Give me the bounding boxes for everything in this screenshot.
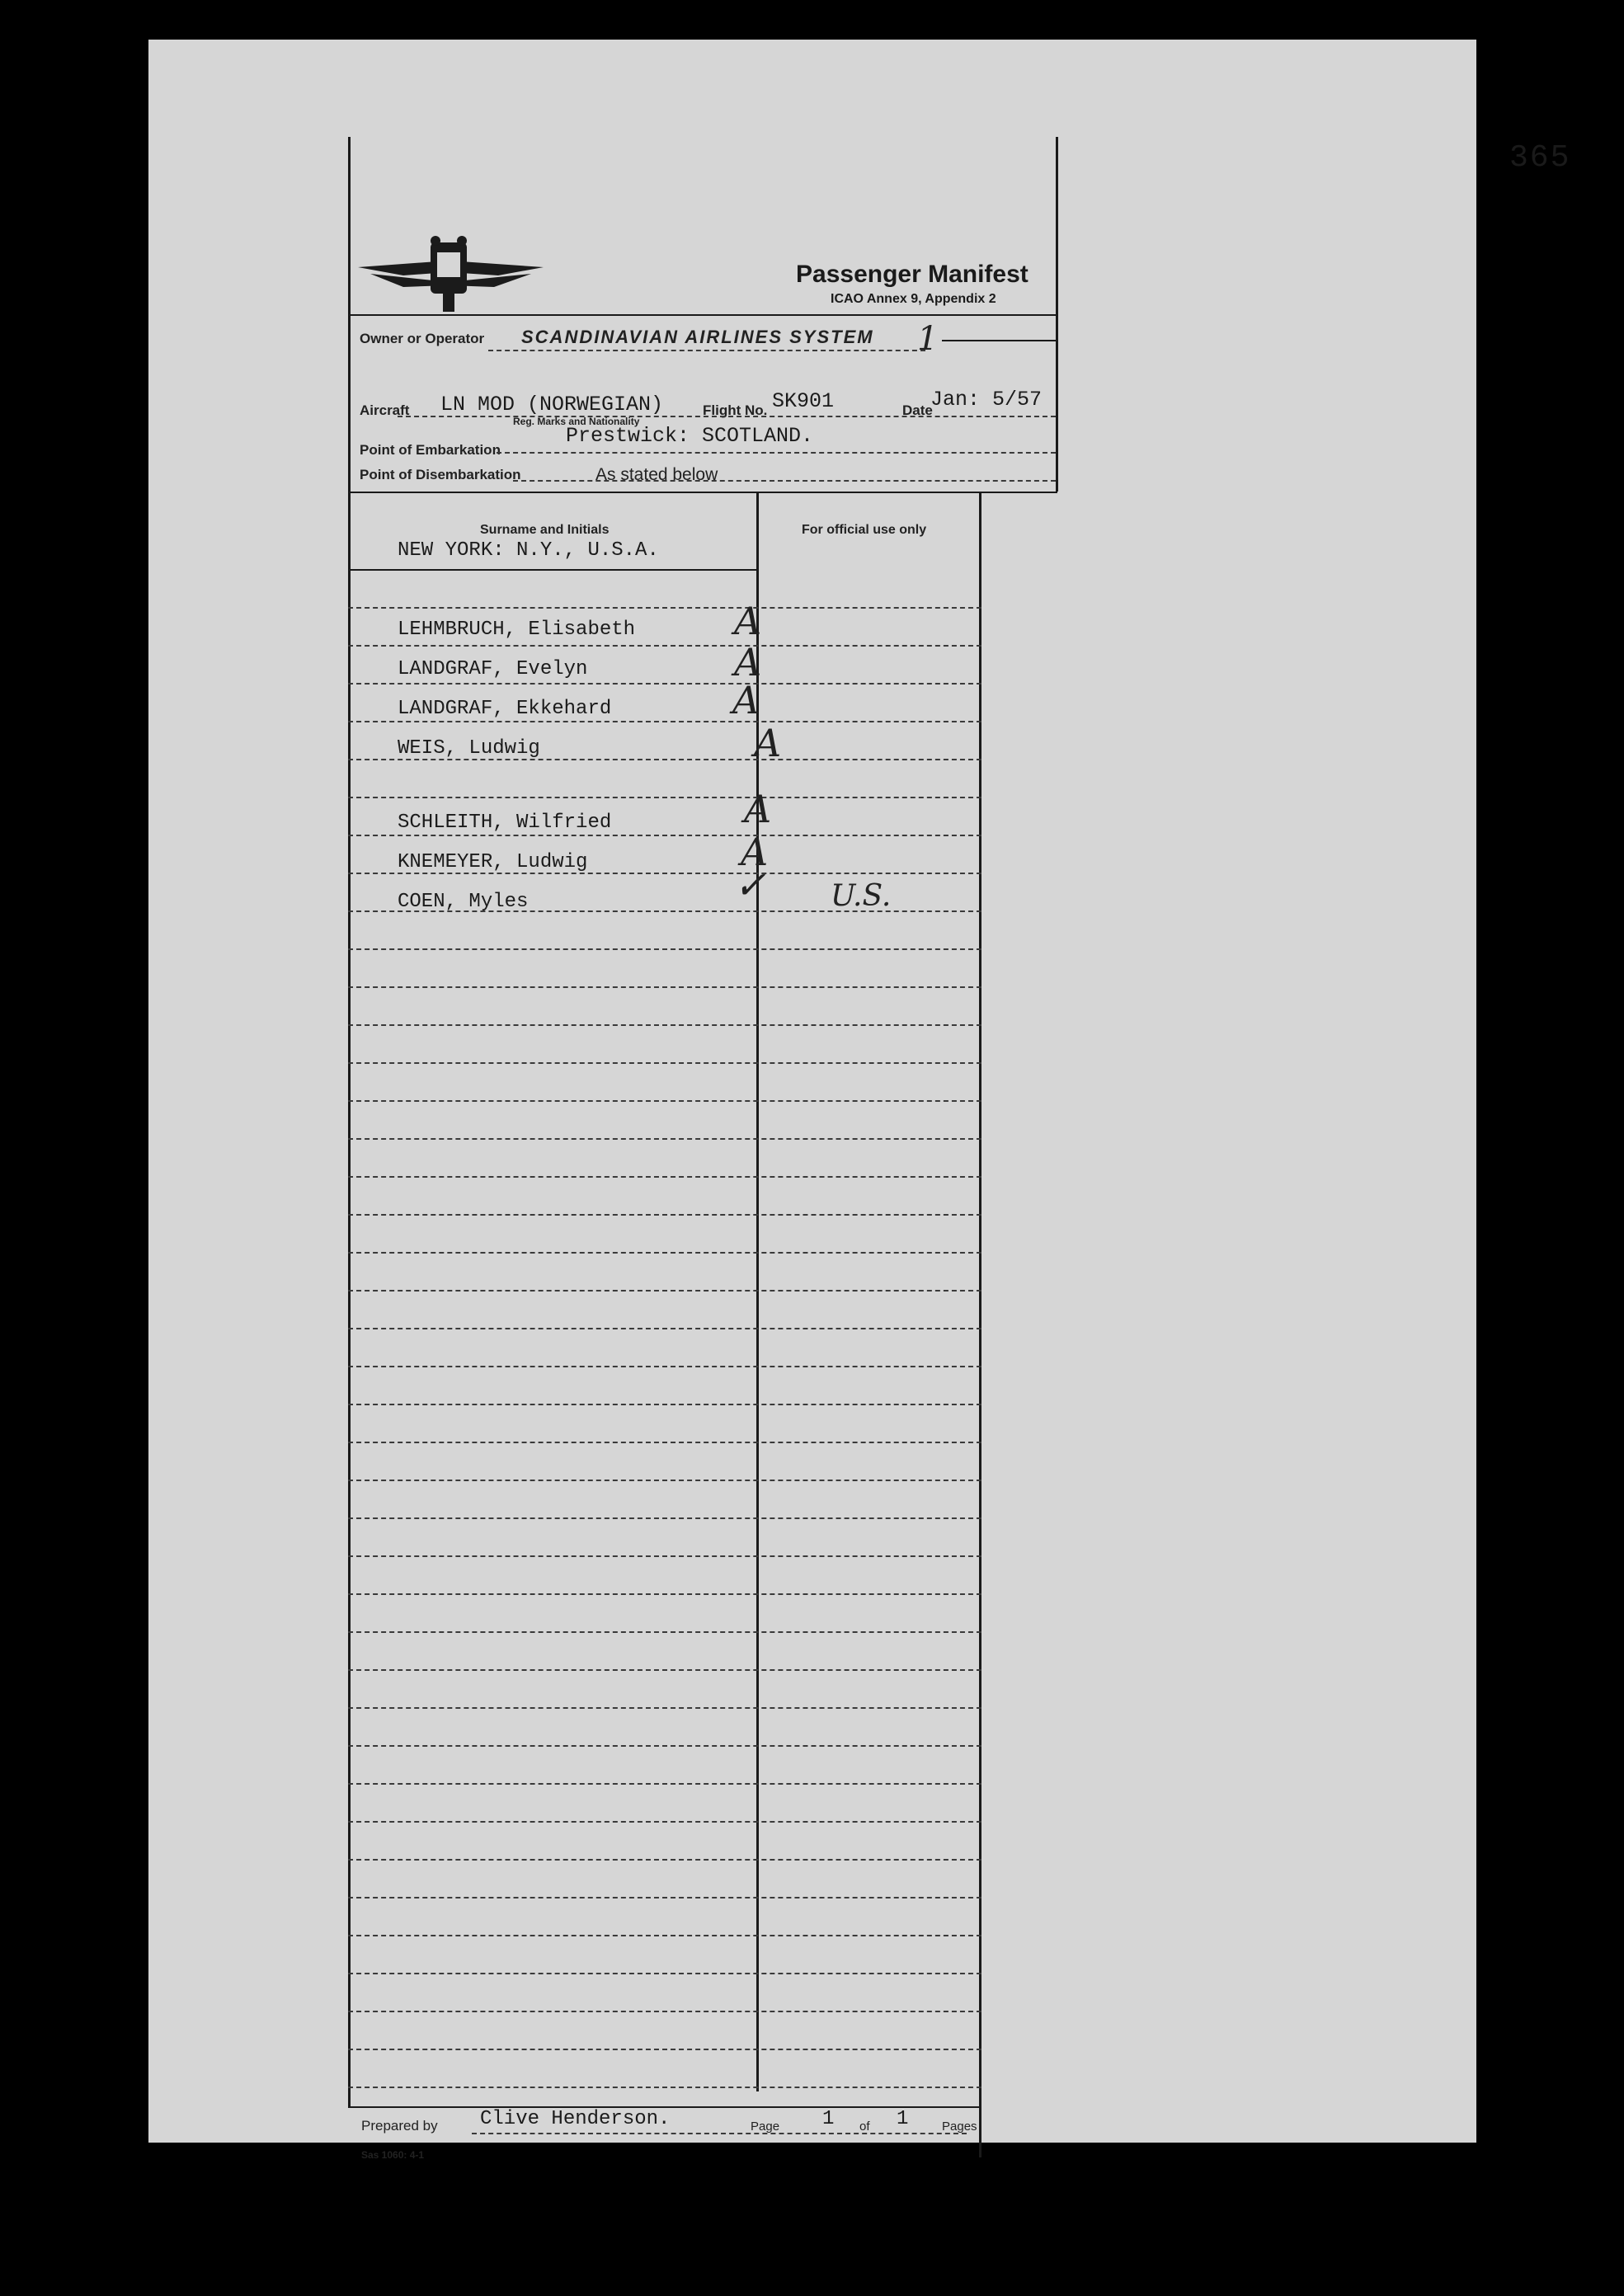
passenger-name: COEN, Myles <box>398 891 529 913</box>
table-row-line <box>348 1745 981 1747</box>
official-mark: A <box>734 599 762 643</box>
col-header-official: For official use only <box>802 523 927 537</box>
footer-underline <box>472 2133 967 2134</box>
table-row-line <box>348 645 981 647</box>
passenger-name: LANDGRAF, Ekkehard <box>398 698 612 720</box>
table-row-line <box>348 1024 981 1026</box>
table-right-border <box>979 492 981 2157</box>
form-title: Passenger Manifest <box>796 261 1029 288</box>
table-row-line <box>348 1935 981 1936</box>
table-row-line <box>348 1328 981 1329</box>
table-row-line <box>348 835 981 836</box>
page-value: 1 <box>822 2108 835 2130</box>
table-row-line <box>348 1631 981 1633</box>
table-row-line <box>348 1366 981 1367</box>
disembarkation-label: Point of Disembarkation <box>360 467 521 482</box>
table-row-line <box>348 1593 981 1595</box>
owner-underline <box>488 350 925 351</box>
owner-value: SCANDINAVIAN AIRLINES SYSTEM <box>521 327 874 347</box>
table-row-line <box>348 797 981 798</box>
disembarkation-value: As stated below <box>595 465 718 484</box>
pages-label: Pages <box>942 2120 977 2134</box>
official-mark: A <box>754 721 782 765</box>
handwritten-note: U.S. <box>831 879 892 913</box>
table-row-line <box>348 1517 981 1519</box>
passenger-name: WEIS, Ludwig <box>398 737 540 760</box>
prepared-value: Clive Henderson. <box>480 2108 671 2130</box>
table-row-line <box>348 1555 981 1557</box>
embarkation-underline <box>497 452 1056 454</box>
flight-value: SK901 <box>772 389 835 413</box>
passenger-name: LANDGRAF, Evelyn <box>398 658 588 680</box>
aircraft-sublabel: Reg. Marks and Nationality <box>513 416 640 427</box>
of-label: of <box>859 2120 870 2134</box>
table-header-line <box>348 569 756 571</box>
table-row-line <box>348 948 981 950</box>
table-row-line <box>348 1897 981 1898</box>
table-row-line <box>348 1707 981 1709</box>
owner-rule <box>942 340 1056 341</box>
table-row-line <box>348 721 981 722</box>
destination-text: NEW YORK: N.Y., U.S.A. <box>398 539 659 562</box>
table-row-line <box>348 1973 981 1974</box>
table-row-line <box>348 1783 981 1785</box>
prepared-label: Prepared by <box>361 2118 438 2134</box>
owner-label: Owner or Operator <box>360 331 485 346</box>
form-left-border <box>348 137 351 2108</box>
table-row-line <box>348 1404 981 1405</box>
official-mark: A <box>741 830 769 874</box>
owner-mark: 1 <box>917 320 939 358</box>
document-page <box>148 40 1571 2161</box>
aircraft-value: LN MOD (NORWEGIAN) <box>440 393 664 416</box>
date-label: Date <box>902 402 933 418</box>
table-row-line <box>348 986 981 988</box>
table-row-line <box>348 1290 981 1292</box>
passenger-name: LEHMBRUCH, Elisabeth <box>398 619 636 641</box>
passenger-name: SCHLEITH, Wilfried <box>398 812 612 834</box>
official-mark: A <box>732 678 760 722</box>
manifest-form <box>348 137 1057 2161</box>
table-row-line <box>348 2011 981 2012</box>
header-bottom-line <box>348 492 1057 493</box>
embarkation-value: Prestwick: SCOTLAND. <box>566 424 814 448</box>
flight-label: Flight No. <box>703 402 768 418</box>
official-mark: A <box>734 640 762 685</box>
table-row-line <box>348 1821 981 1823</box>
table-row-line <box>348 1176 981 1178</box>
table-row-line <box>348 1859 981 1861</box>
table-row-line <box>348 2087 981 2088</box>
table-row-line <box>348 1062 981 1064</box>
check-mark: ✓ <box>734 863 766 907</box>
aircraft-label: Aircraft <box>360 402 410 418</box>
form-subtitle: ICAO Annex 9, Appendix 2 <box>831 292 996 306</box>
embarkation-label: Point of Embarkation <box>360 442 501 458</box>
table-row-line <box>348 607 981 609</box>
form-code: Sas 1060: 4-1 <box>361 2149 425 2161</box>
disembarkation-underline <box>513 480 1056 482</box>
table-row-line <box>348 1442 981 1443</box>
table-row-line <box>348 1252 981 1254</box>
page-number: 365 <box>1509 140 1571 176</box>
table-row-line <box>348 1669 981 1671</box>
passenger-name: KNEMEYER, Ludwig <box>398 851 588 873</box>
table-row-line <box>348 2049 981 2050</box>
table-row-line <box>348 1100 981 1102</box>
table-row-line <box>348 683 981 685</box>
of-value: 1 <box>897 2108 909 2130</box>
aircraft-underline <box>398 416 1056 417</box>
date-value: Jan: 5/57 <box>930 388 1043 412</box>
table-row-line <box>348 1214 981 1216</box>
table-row-line <box>348 1138 981 1140</box>
page-label: Page <box>751 2120 780 2134</box>
airline-logo <box>358 236 544 318</box>
table-row-line <box>348 1480 981 1481</box>
official-mark: A <box>744 787 772 831</box>
col-header-surname: Surname and Initials <box>480 523 610 537</box>
